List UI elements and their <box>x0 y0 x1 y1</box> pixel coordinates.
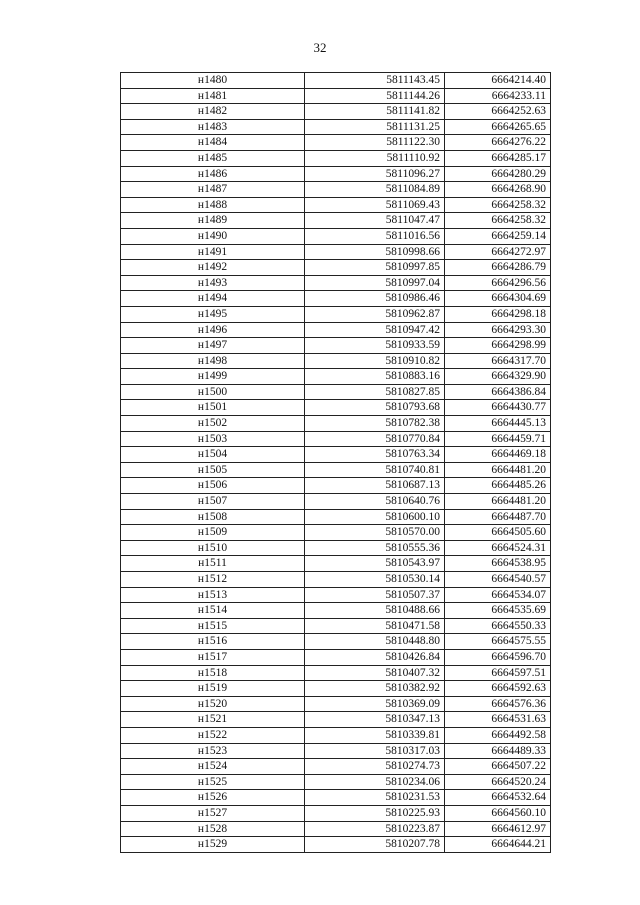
x-coordinate-cell: 5810883.16 <box>305 369 445 385</box>
y-coordinate-cell: 6664296.56 <box>445 275 551 291</box>
x-coordinate-cell: 5810827.85 <box>305 384 445 400</box>
x-coordinate-cell: 5811143.45 <box>305 73 445 89</box>
x-coordinate-cell: 5810339.81 <box>305 727 445 743</box>
y-coordinate-cell: 6664469.18 <box>445 447 551 463</box>
x-coordinate-cell: 5810998.66 <box>305 244 445 260</box>
table-row <box>121 416 551 432</box>
table-row <box>121 244 551 260</box>
y-coordinate-cell: 6664386.84 <box>445 384 551 400</box>
point-id-cell: н1517 <box>121 649 305 665</box>
table-row <box>121 696 551 712</box>
x-coordinate-cell: 5810910.82 <box>305 353 445 369</box>
y-coordinate-cell: 6664481.20 <box>445 494 551 510</box>
y-coordinate-cell: 6664535.69 <box>445 603 551 619</box>
y-coordinate-cell: 6664329.90 <box>445 369 551 385</box>
y-coordinate-cell: 6664540.57 <box>445 572 551 588</box>
y-coordinate-cell: 6664489.33 <box>445 743 551 759</box>
coordinates-table-body <box>121 73 551 853</box>
table-row <box>121 727 551 743</box>
x-coordinate-cell: 5811144.26 <box>305 88 445 104</box>
table-row <box>121 322 551 338</box>
point-id-cell: н1515 <box>121 618 305 634</box>
point-id-cell: н1529 <box>121 837 305 853</box>
x-coordinate-cell: 5810782.38 <box>305 416 445 432</box>
x-coordinate-cell: 5810274.73 <box>305 759 445 775</box>
y-coordinate-cell: 6664233.11 <box>445 88 551 104</box>
point-id-cell: н1494 <box>121 291 305 307</box>
table-row <box>121 338 551 354</box>
y-coordinate-cell: 6664550.33 <box>445 618 551 634</box>
point-id-cell: н1492 <box>121 260 305 276</box>
x-coordinate-cell: 5811141.82 <box>305 104 445 120</box>
point-id-cell: н1489 <box>121 213 305 229</box>
x-coordinate-cell: 5810530.14 <box>305 572 445 588</box>
x-coordinate-cell: 5810763.34 <box>305 447 445 463</box>
table-row <box>121 837 551 853</box>
point-id-cell: н1503 <box>121 431 305 447</box>
point-id-cell: н1528 <box>121 821 305 837</box>
table-row <box>121 150 551 166</box>
point-id-cell: н1512 <box>121 572 305 588</box>
x-coordinate-cell: 5810933.59 <box>305 338 445 354</box>
table-row <box>121 353 551 369</box>
table-row <box>121 634 551 650</box>
point-id-cell: н1482 <box>121 104 305 120</box>
x-coordinate-cell: 5810793.68 <box>305 400 445 416</box>
table-row <box>121 369 551 385</box>
x-coordinate-cell: 5810543.97 <box>305 556 445 572</box>
point-id-cell: н1519 <box>121 681 305 697</box>
table-row <box>121 213 551 229</box>
table-row <box>121 540 551 556</box>
table-row <box>121 260 551 276</box>
table-row <box>121 182 551 198</box>
x-coordinate-cell: 5810997.04 <box>305 275 445 291</box>
table-row <box>121 306 551 322</box>
y-coordinate-cell: 6664298.99 <box>445 338 551 354</box>
y-coordinate-cell: 6664272.97 <box>445 244 551 260</box>
x-coordinate-cell: 5810347.13 <box>305 712 445 728</box>
table-row <box>121 805 551 821</box>
table-row <box>121 712 551 728</box>
table-row <box>121 572 551 588</box>
y-coordinate-cell: 6664252.63 <box>445 104 551 120</box>
point-id-cell: н1487 <box>121 182 305 198</box>
table-row <box>121 166 551 182</box>
y-coordinate-cell: 6664592.63 <box>445 681 551 697</box>
table-row <box>121 384 551 400</box>
point-id-cell: н1526 <box>121 790 305 806</box>
table-row <box>121 291 551 307</box>
point-id-cell: н1480 <box>121 73 305 89</box>
y-coordinate-cell: 6664520.24 <box>445 774 551 790</box>
table-row <box>121 790 551 806</box>
x-coordinate-cell: 5811122.30 <box>305 135 445 151</box>
y-coordinate-cell: 6664597.51 <box>445 665 551 681</box>
y-coordinate-cell: 6664612.97 <box>445 821 551 837</box>
y-coordinate-cell: 6664459.71 <box>445 431 551 447</box>
table-row <box>121 649 551 665</box>
table-row <box>121 774 551 790</box>
y-coordinate-cell: 6664576.36 <box>445 696 551 712</box>
point-id-cell: н1518 <box>121 665 305 681</box>
point-id-cell: н1510 <box>121 540 305 556</box>
y-coordinate-cell: 6664532.64 <box>445 790 551 806</box>
x-coordinate-cell: 5810687.13 <box>305 478 445 494</box>
y-coordinate-cell: 6664304.69 <box>445 291 551 307</box>
x-coordinate-cell: 5810962.87 <box>305 306 445 322</box>
point-id-cell: н1495 <box>121 306 305 322</box>
x-coordinate-cell: 5810317.03 <box>305 743 445 759</box>
y-coordinate-cell: 6664487.70 <box>445 509 551 525</box>
point-id-cell: н1524 <box>121 759 305 775</box>
table-row <box>121 228 551 244</box>
x-coordinate-cell: 5810570.00 <box>305 525 445 541</box>
table-row <box>121 743 551 759</box>
y-coordinate-cell: 6664644.21 <box>445 837 551 853</box>
y-coordinate-cell: 6664560.10 <box>445 805 551 821</box>
y-coordinate-cell: 6664481.20 <box>445 462 551 478</box>
table-row <box>121 447 551 463</box>
table-row <box>121 618 551 634</box>
y-coordinate-cell: 6664293.30 <box>445 322 551 338</box>
x-coordinate-cell: 5810986.46 <box>305 291 445 307</box>
point-id-cell: н1500 <box>121 384 305 400</box>
x-coordinate-cell: 5810369.09 <box>305 696 445 712</box>
table-row <box>121 135 551 151</box>
table-row <box>121 73 551 89</box>
x-coordinate-cell: 5810231.53 <box>305 790 445 806</box>
table-row <box>121 478 551 494</box>
y-coordinate-cell: 6664596.70 <box>445 649 551 665</box>
x-coordinate-cell: 5810207.78 <box>305 837 445 853</box>
table-row <box>121 759 551 775</box>
y-coordinate-cell: 6664285.17 <box>445 150 551 166</box>
x-coordinate-cell: 5810407.32 <box>305 665 445 681</box>
point-id-cell: н1520 <box>121 696 305 712</box>
y-coordinate-cell: 6664575.55 <box>445 634 551 650</box>
y-coordinate-cell: 6664268.90 <box>445 182 551 198</box>
x-coordinate-cell: 5810223.87 <box>305 821 445 837</box>
y-coordinate-cell: 6664214.40 <box>445 73 551 89</box>
x-coordinate-cell: 5811084.89 <box>305 182 445 198</box>
point-id-cell: н1484 <box>121 135 305 151</box>
table-row <box>121 681 551 697</box>
point-id-cell: н1486 <box>121 166 305 182</box>
page-number: 32 <box>313 40 327 55</box>
point-id-cell: н1506 <box>121 478 305 494</box>
table-row <box>121 494 551 510</box>
y-coordinate-cell: 6664445.13 <box>445 416 551 432</box>
table-row <box>121 197 551 213</box>
point-id-cell: н1502 <box>121 416 305 432</box>
table-row <box>121 119 551 135</box>
x-coordinate-cell: 5810448.80 <box>305 634 445 650</box>
y-coordinate-cell: 6664531.63 <box>445 712 551 728</box>
point-id-cell: н1504 <box>121 447 305 463</box>
x-coordinate-cell: 5810225.93 <box>305 805 445 821</box>
x-coordinate-cell: 5810234.06 <box>305 774 445 790</box>
x-coordinate-cell: 5810740.81 <box>305 462 445 478</box>
x-coordinate-cell: 5810947.42 <box>305 322 445 338</box>
point-id-cell: н1501 <box>121 400 305 416</box>
x-coordinate-cell: 5811110.92 <box>305 150 445 166</box>
point-id-cell: н1509 <box>121 525 305 541</box>
point-id-cell: н1521 <box>121 712 305 728</box>
y-coordinate-cell: 6664265.65 <box>445 119 551 135</box>
x-coordinate-cell: 5810640.76 <box>305 494 445 510</box>
x-coordinate-cell: 5811096.27 <box>305 166 445 182</box>
point-id-cell: н1481 <box>121 88 305 104</box>
coordinates-table <box>120 72 551 853</box>
y-coordinate-cell: 6664286.79 <box>445 260 551 276</box>
point-id-cell: н1508 <box>121 509 305 525</box>
table-row <box>121 525 551 541</box>
table-row <box>121 275 551 291</box>
table-row <box>121 509 551 525</box>
point-id-cell: н1514 <box>121 603 305 619</box>
point-id-cell: н1490 <box>121 228 305 244</box>
table-row <box>121 665 551 681</box>
y-coordinate-cell: 6664485.26 <box>445 478 551 494</box>
table-row <box>121 88 551 104</box>
y-coordinate-cell: 6664276.22 <box>445 135 551 151</box>
table-row <box>121 431 551 447</box>
point-id-cell: н1507 <box>121 494 305 510</box>
x-coordinate-cell: 5810507.37 <box>305 587 445 603</box>
table-row <box>121 821 551 837</box>
y-coordinate-cell: 6664258.32 <box>445 197 551 213</box>
x-coordinate-cell: 5810555.36 <box>305 540 445 556</box>
table-row <box>121 603 551 619</box>
point-id-cell: н1488 <box>121 197 305 213</box>
point-id-cell: н1525 <box>121 774 305 790</box>
x-coordinate-cell: 5810488.66 <box>305 603 445 619</box>
y-coordinate-cell: 6664280.29 <box>445 166 551 182</box>
table-row <box>121 462 551 478</box>
point-id-cell: н1485 <box>121 150 305 166</box>
table-row <box>121 587 551 603</box>
y-coordinate-cell: 6664534.07 <box>445 587 551 603</box>
y-coordinate-cell: 6664538.95 <box>445 556 551 572</box>
y-coordinate-cell: 6664298.18 <box>445 306 551 322</box>
y-coordinate-cell: 6664258.32 <box>445 213 551 229</box>
table-row <box>121 104 551 120</box>
table-row <box>121 400 551 416</box>
point-id-cell: н1493 <box>121 275 305 291</box>
point-id-cell: н1497 <box>121 338 305 354</box>
point-id-cell: н1511 <box>121 556 305 572</box>
y-coordinate-cell: 6664507.22 <box>445 759 551 775</box>
point-id-cell: н1513 <box>121 587 305 603</box>
y-coordinate-cell: 6664492.58 <box>445 727 551 743</box>
x-coordinate-cell: 5810426.84 <box>305 649 445 665</box>
y-coordinate-cell: 6664430.77 <box>445 400 551 416</box>
y-coordinate-cell: 6664524.31 <box>445 540 551 556</box>
y-coordinate-cell: 6664317.70 <box>445 353 551 369</box>
y-coordinate-cell: 6664259.14 <box>445 228 551 244</box>
x-coordinate-cell: 5810600.10 <box>305 509 445 525</box>
x-coordinate-cell: 5810997.85 <box>305 260 445 276</box>
x-coordinate-cell: 5811016.56 <box>305 228 445 244</box>
x-coordinate-cell: 5810471.58 <box>305 618 445 634</box>
point-id-cell: н1491 <box>121 244 305 260</box>
point-id-cell: н1499 <box>121 369 305 385</box>
x-coordinate-cell: 5811047.47 <box>305 213 445 229</box>
point-id-cell: н1527 <box>121 805 305 821</box>
point-id-cell: н1483 <box>121 119 305 135</box>
y-coordinate-cell: 6664505.60 <box>445 525 551 541</box>
x-coordinate-cell: 5810770.84 <box>305 431 445 447</box>
point-id-cell: н1522 <box>121 727 305 743</box>
point-id-cell: н1505 <box>121 462 305 478</box>
x-coordinate-cell: 5810382.92 <box>305 681 445 697</box>
x-coordinate-cell: 5811069.43 <box>305 197 445 213</box>
point-id-cell: н1498 <box>121 353 305 369</box>
point-id-cell: н1523 <box>121 743 305 759</box>
table-row <box>121 556 551 572</box>
point-id-cell: н1496 <box>121 322 305 338</box>
x-coordinate-cell: 5811131.25 <box>305 119 445 135</box>
point-id-cell: н1516 <box>121 634 305 650</box>
